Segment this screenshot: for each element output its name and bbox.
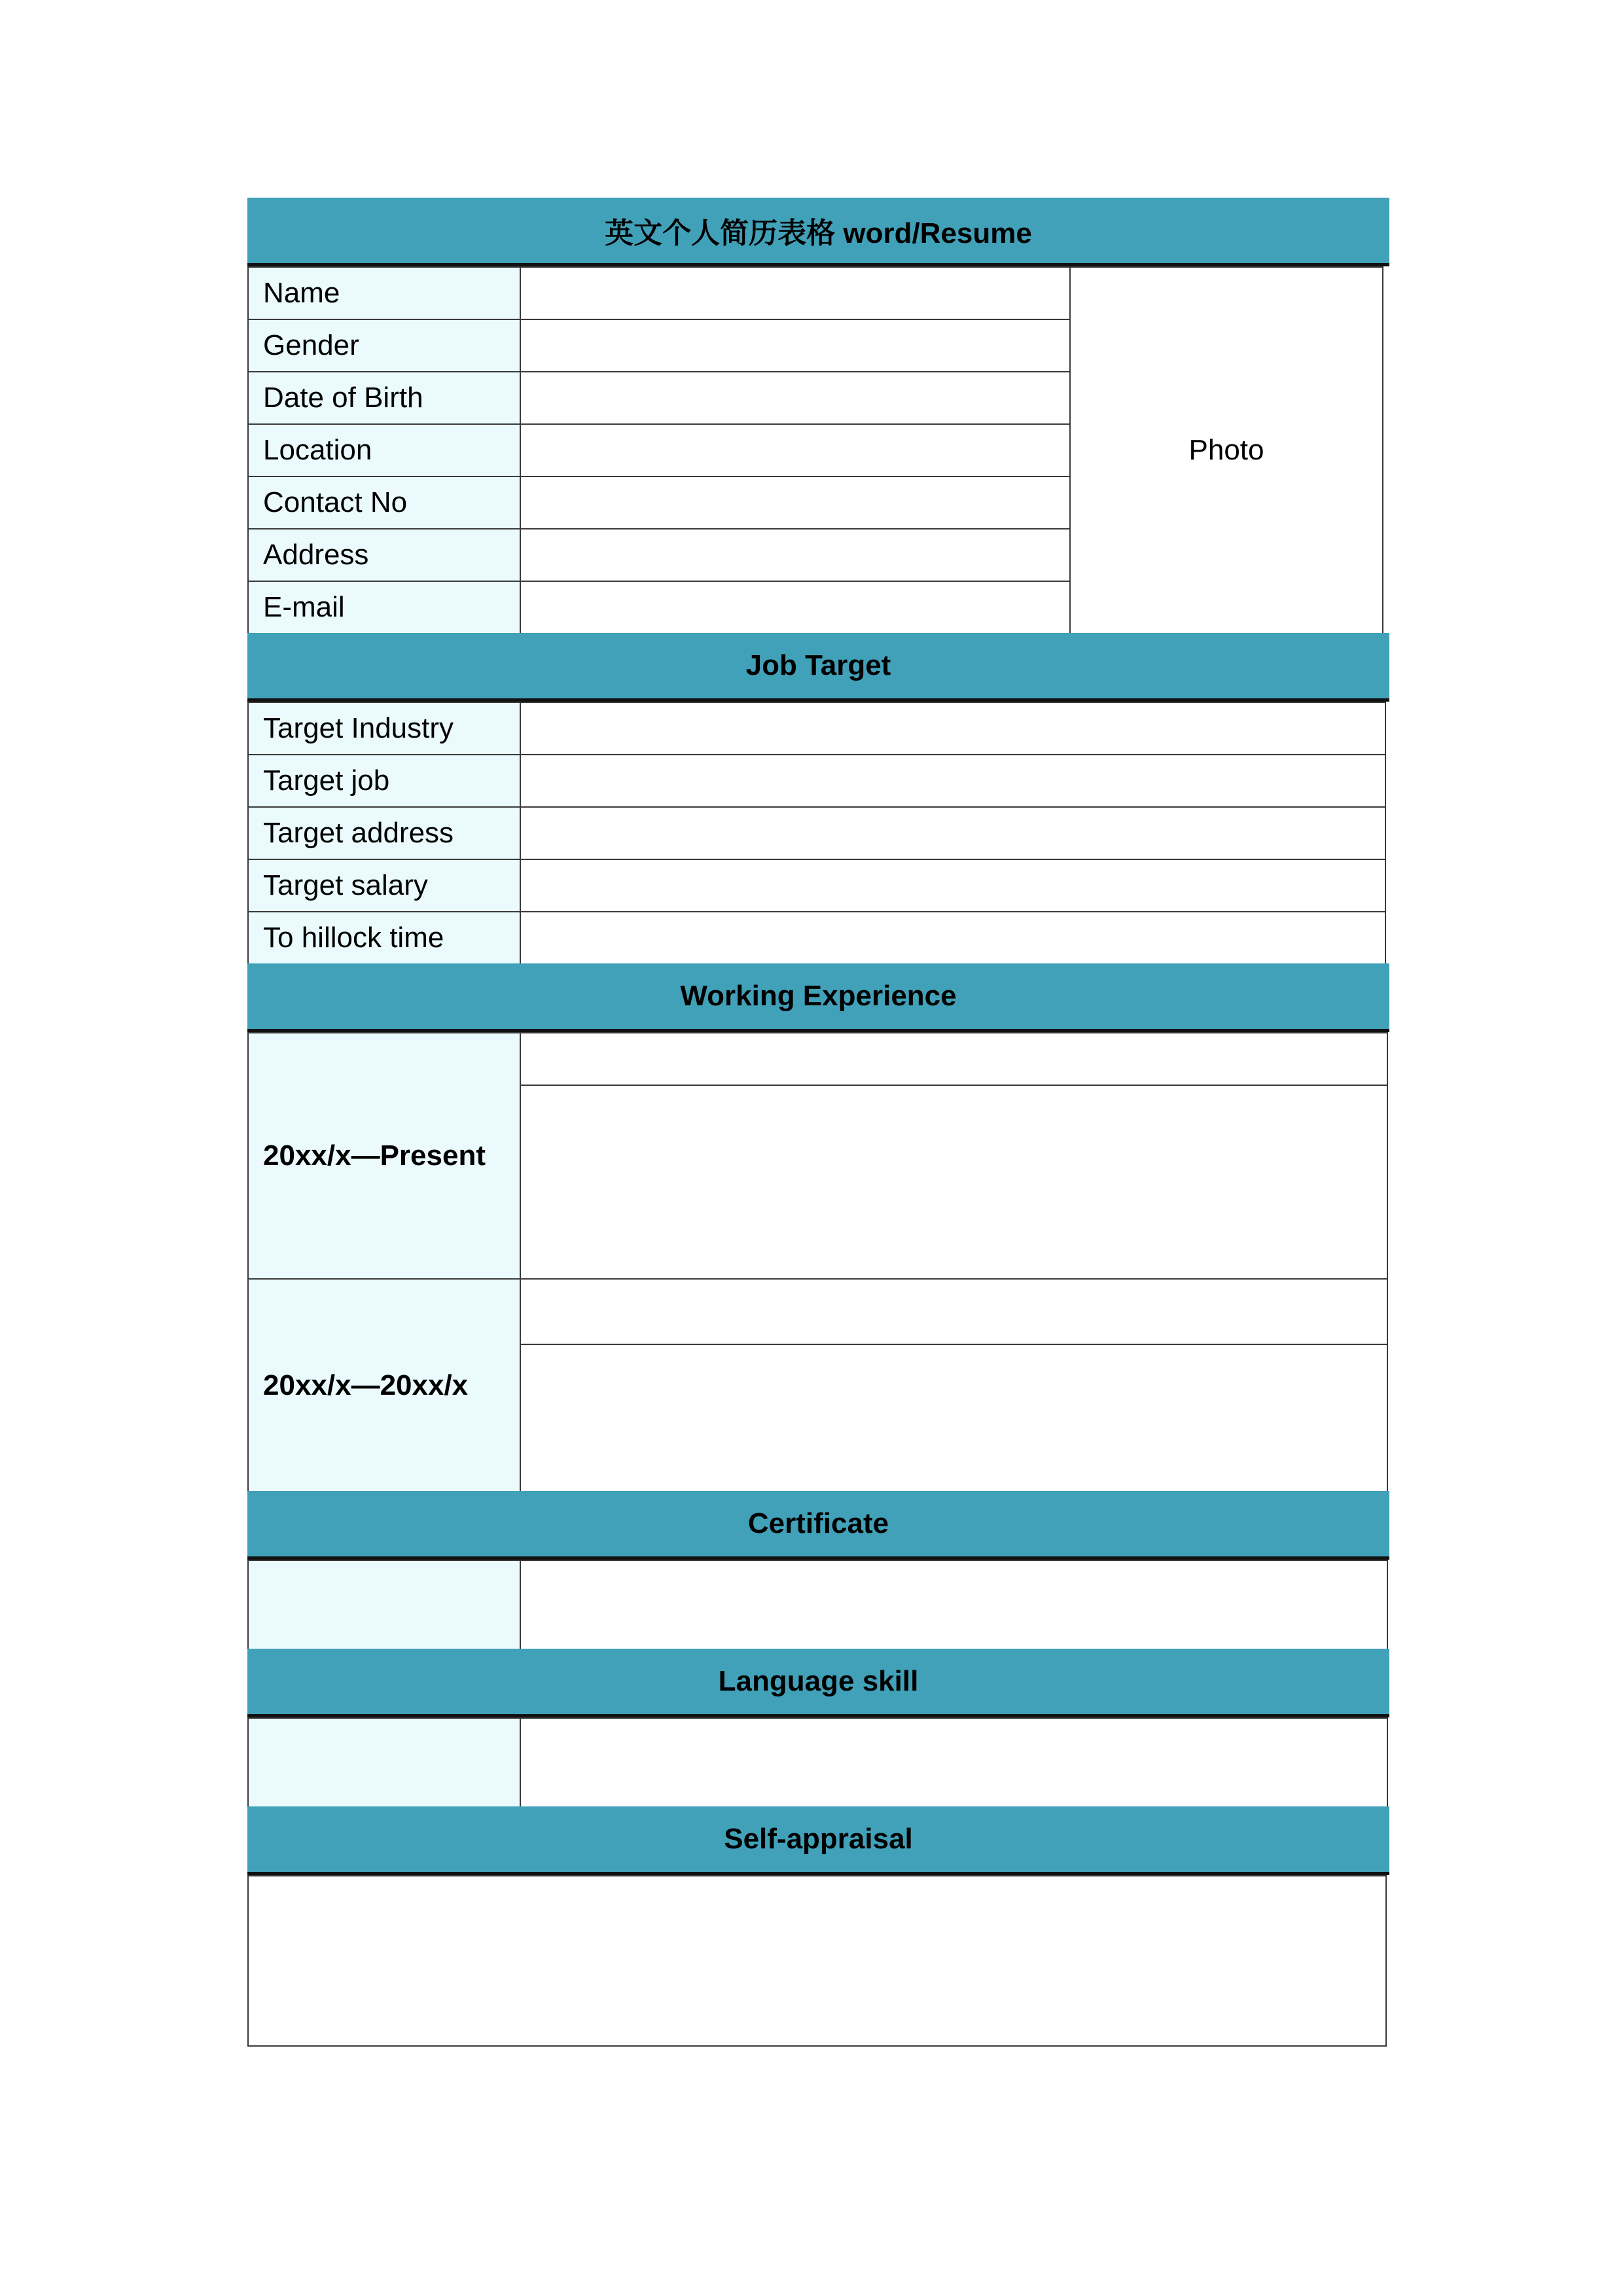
field-location[interactable] xyxy=(520,423,1071,477)
field-contact-no[interactable] xyxy=(520,476,1071,529)
field-email[interactable] xyxy=(520,581,1071,634)
label-address: Address xyxy=(247,528,521,582)
label-target-job: Target job xyxy=(247,754,521,808)
language-skill-header: Language skill xyxy=(247,1649,1389,1717)
self-appraisal-header: Self-appraisal xyxy=(247,1806,1389,1875)
certificate-label-cell[interactable] xyxy=(247,1560,521,1650)
working-experience-header: Working Experience xyxy=(247,963,1389,1032)
experience-period-1: 20xx/x—Present xyxy=(247,1032,521,1280)
label-name: Name xyxy=(247,266,521,320)
field-date-of-birth[interactable] xyxy=(520,371,1071,425)
field-to-hillock-time[interactable] xyxy=(520,911,1386,965)
language-skill-label-cell[interactable] xyxy=(247,1717,521,1808)
photo-box[interactable] xyxy=(1069,266,1383,634)
certificate-field[interactable] xyxy=(520,1560,1388,1650)
label-target-address: Target address xyxy=(247,806,521,860)
label-to-hillock-time: To hillock time xyxy=(247,911,521,965)
label-target-salary: Target salary xyxy=(247,859,521,912)
field-target-salary[interactable] xyxy=(520,859,1386,912)
photo-label: Photo xyxy=(1188,434,1264,466)
field-name[interactable] xyxy=(520,266,1071,320)
field-target-job[interactable] xyxy=(520,754,1386,808)
experience-2-title-field[interactable] xyxy=(520,1278,1388,1345)
self-appraisal-field[interactable] xyxy=(247,1875,1387,2047)
title-text: 英文个人简历表格 word/Resume xyxy=(605,217,1032,249)
label-gender: Gender xyxy=(247,319,521,372)
label-date-of-birth: Date of Birth xyxy=(247,371,521,425)
label-contact-no: Contact No xyxy=(247,476,521,529)
field-target-industry[interactable] xyxy=(520,702,1386,755)
title-header xyxy=(247,198,1389,266)
field-gender[interactable] xyxy=(520,319,1071,372)
job-target-header: Job Target xyxy=(247,633,1389,702)
experience-1-title-field[interactable] xyxy=(520,1032,1388,1086)
experience-2-description-field[interactable] xyxy=(520,1344,1388,1492)
certificate-header: Certificate xyxy=(247,1491,1389,1560)
label-target-industry: Target Industry xyxy=(247,702,521,755)
experience-period-2: 20xx/x—20xx/x xyxy=(247,1278,521,1492)
label-email: E-mail xyxy=(247,581,521,634)
field-target-address[interactable] xyxy=(520,806,1386,860)
language-skill-field[interactable] xyxy=(520,1717,1388,1808)
field-address[interactable] xyxy=(520,528,1071,582)
label-location: Location xyxy=(247,423,521,477)
experience-1-description-field[interactable] xyxy=(520,1085,1388,1280)
